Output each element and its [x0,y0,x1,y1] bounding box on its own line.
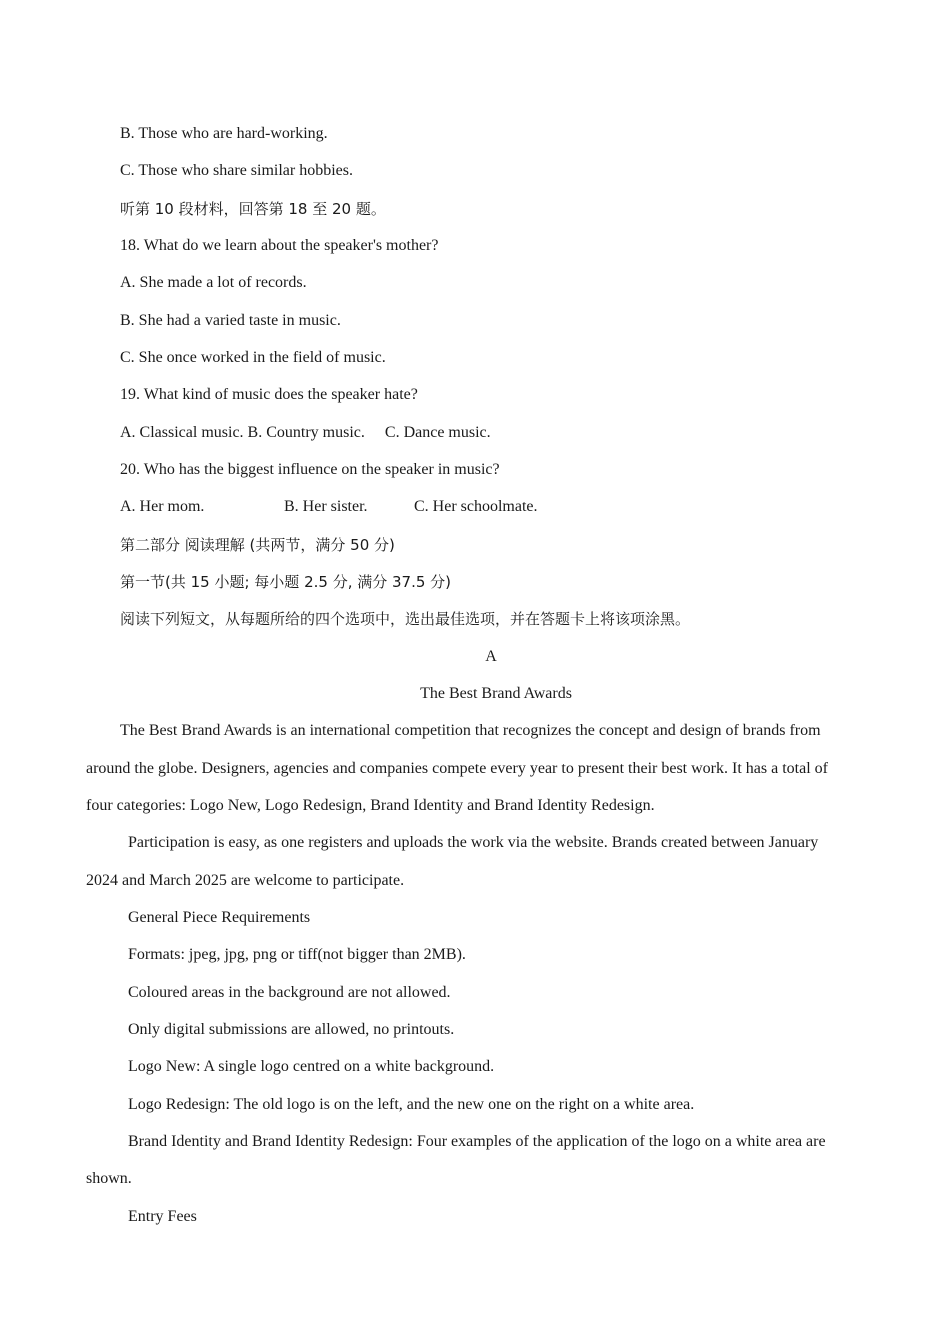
section-one-title: 第一节(共 15 小题; 每小题 2.5 分, 满分 37.5 分) [120,573,452,591]
q18-option-c: C. She once worked in the field of music. [120,349,386,366]
q20-option-c: C. Her schoolmate. [414,498,538,515]
brand-identity-line: shown. [86,1170,132,1187]
q19-option-b: B. Country music. [247,424,365,441]
brand-identity-line: Brand Identity and Brand Identity Redesign: Four examples of the application of the logo on a white area are [128,1133,826,1150]
q20-option-a: A. Her mom. [120,498,205,515]
q19-question: 19. What kind of music does the speaker hate? [120,386,418,403]
q17-option-c: C. Those who share similar hobbies. [120,162,354,179]
passage-letter: A [485,648,497,665]
paragraph-1-line: four categories: Logo New, Logo Redesign, Brand Identity and Brand Identity Redesign. [86,797,655,814]
paragraph-2-line: Participation is easy, as one registers and uploads the work via the website. Brands created between January [128,834,819,851]
passage-title: The Best Brand Awards [420,685,572,702]
entry-fees-heading: Entry Fees [128,1208,197,1225]
q19-option-a: A. Classical music. [120,424,244,441]
paragraph-1-line: The Best Brand Awards is an international competition that recognizes the concept and design of brands from [120,722,821,739]
requirement-item: Formats: jpeg, jpg, png or tiff(not bigger than 2MB). [128,946,466,963]
requirement-item: Logo Redesign: The old logo is on the left, and the new one on the right on a white area. [128,1096,695,1113]
paragraph-2-line: 2024 and March 2025 are welcome to participate. [86,872,405,889]
requirement-item: Logo New: A single logo centred on a white background. [128,1058,495,1075]
part-two-title: 第二部分 阅读理解 (共两节，满分 50 分) [120,536,395,554]
reading-instruction: 阅读下列短文，从每题所给的四个选项中，选出最佳选项，并在答题卡上将该项涂黑。 [120,610,691,628]
q17-option-b: B. Those who are hard-working. [120,125,328,142]
q19-option-c: C. Dance music. [384,424,491,441]
q18-question: 18. What do we learn about the speaker's mother? [120,237,439,254]
q20-question: 20. Who has the biggest influence on the speaker in music? [120,461,500,478]
q18-option-b: B. She had a varied taste in music. [120,312,341,329]
section10-instruction: 听第 10 段材料，回答第 18 至 20 题。 [120,200,386,218]
q18-option-a: A. She made a lot of records. [120,274,307,291]
q19-options [120,423,491,443]
requirement-item: Only digital submissions are allowed, no printouts. [128,1021,455,1038]
requirements-heading: General Piece Requirements [128,909,311,926]
paragraph-1-line: around the globe. Designers, agencies and companies compete every year to present their best work. It has a total of [86,760,828,777]
requirement-item: Coloured areas in the background are not allowed. [128,984,451,1001]
q20-option-b: B. Her sister. [284,498,368,515]
